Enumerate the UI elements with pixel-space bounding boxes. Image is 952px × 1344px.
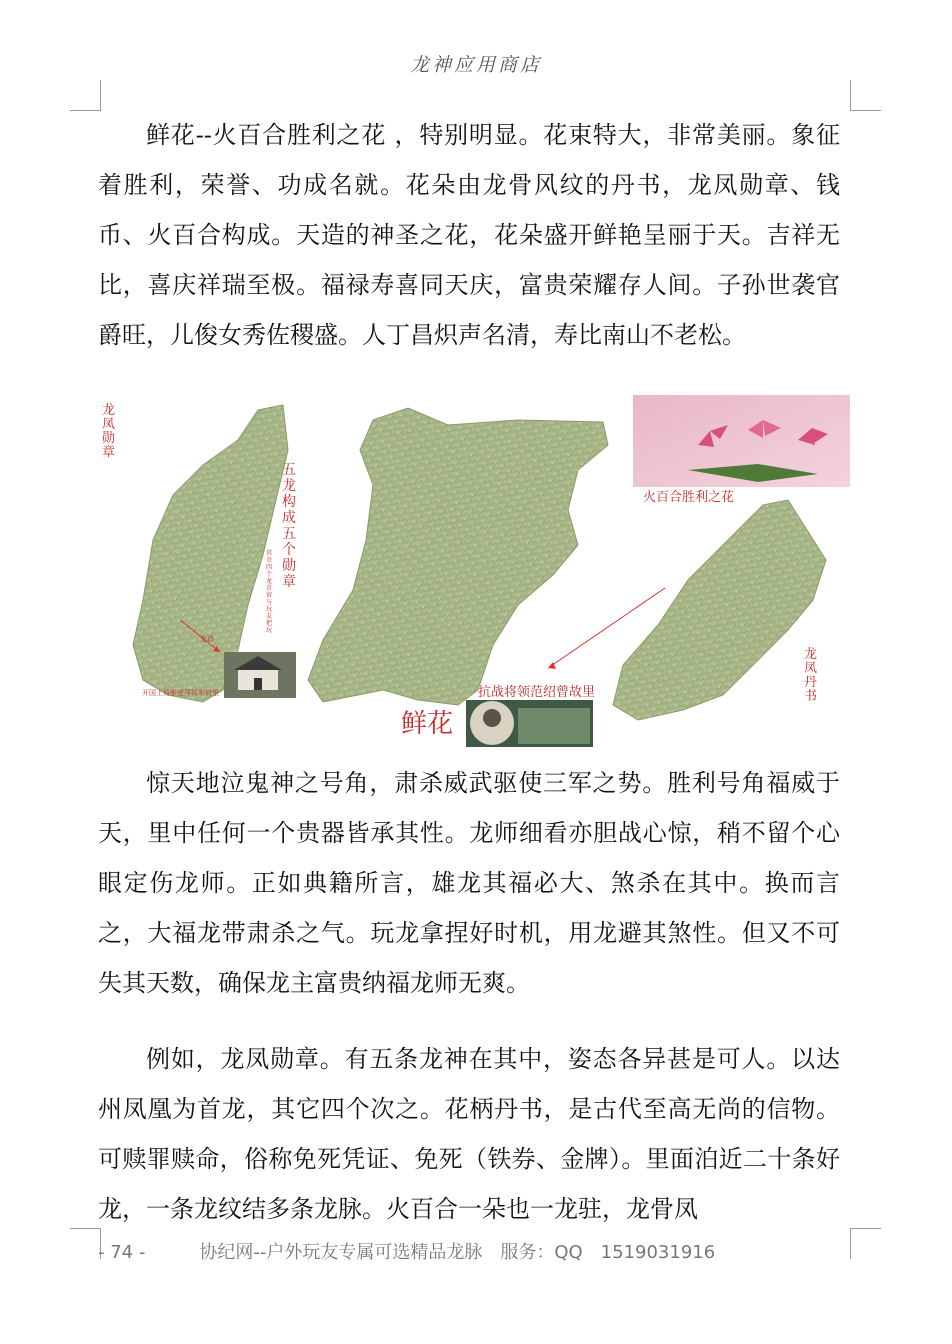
label-dragon-head: 龙首 <box>200 635 214 643</box>
paragraph-3: 例如，龙凤勋章。有五条龙神在其中，姿态各异甚是可人。以达州凤凰为首龙，其它四个次之。花柄丹书，是古代至高无尚的信物。可赎罪赎命，俗称免死凭证、免死（铁券、金牌）。里面泊近二十条好龙，一条龙纹结多条龙脉。火百合一朵也一龙驻，龙骨凤 <box>98 1045 840 1223</box>
page-header: 龙神应用商店 <box>409 54 542 76</box>
label-small-note: 其余四个龙首留与玩友把玩 <box>266 550 273 634</box>
label-flower: 鲜花 <box>401 709 454 739</box>
crop-mark-bottom-left <box>70 1228 101 1259</box>
crop-mark-bottom-right <box>850 1228 881 1259</box>
footer-text: 协纪网--户外玩友专属可选精品龙脉 服务：QQ 1519031916 <box>199 1242 716 1263</box>
paragraph-2: 惊天地泣鬼神之号角，肃杀威武驱使三军之势。胜利号角福威于天，里中任何一个贵器皆承其性。龙师细看亦胆战心惊，稍不留个心眼定伤龙师。正如典籍所言，雄龙其福必大、煞杀在其中。换而言之，大福龙带肃杀之气。玩龙拿捏好时机，用龙避其煞性。但又不可失其天数，确保龙主富贵纳福龙师无爽。 <box>98 769 840 997</box>
label-danshu: 龙凤丹书 <box>804 647 818 704</box>
map-figure <box>98 390 852 750</box>
crop-mark-top-right <box>850 80 881 111</box>
label-general: 抗战将领范绍曾故里 <box>478 685 596 700</box>
paragraph-1: 鲜花--火百合胜利之花 ，特别明显。花束特大，非常美丽。象征着胜利，荣誉、功成名就。花朵由龙骨风纹的丹书，龙凤勋章、钱币、火百合构成。天造的神圣之花，花朵盛开鲜艳呈丽于天。吉祥无比，喜庆祥瑞至极。福禄寿喜同天庆，富贵荣耀存人间。子孙世袭官爵旺，儿俊女秀佐稷盛。人丁昌炽声名清，寿比南山不老松。 <box>98 121 840 349</box>
label-medal: 龙凤勋章 <box>102 403 116 460</box>
label-five-dragons: 五龙构成五个勋章 <box>282 462 296 590</box>
label-house: 开国上将张爱萍将军故里 <box>142 689 219 697</box>
page-number: - 74 - <box>98 1242 146 1263</box>
label-lily: 火百合胜利之花 <box>643 490 735 505</box>
map-center <box>308 408 608 705</box>
crop-mark-top-left <box>70 80 101 111</box>
page-footer <box>98 1238 715 1264</box>
map-right <box>613 500 826 720</box>
